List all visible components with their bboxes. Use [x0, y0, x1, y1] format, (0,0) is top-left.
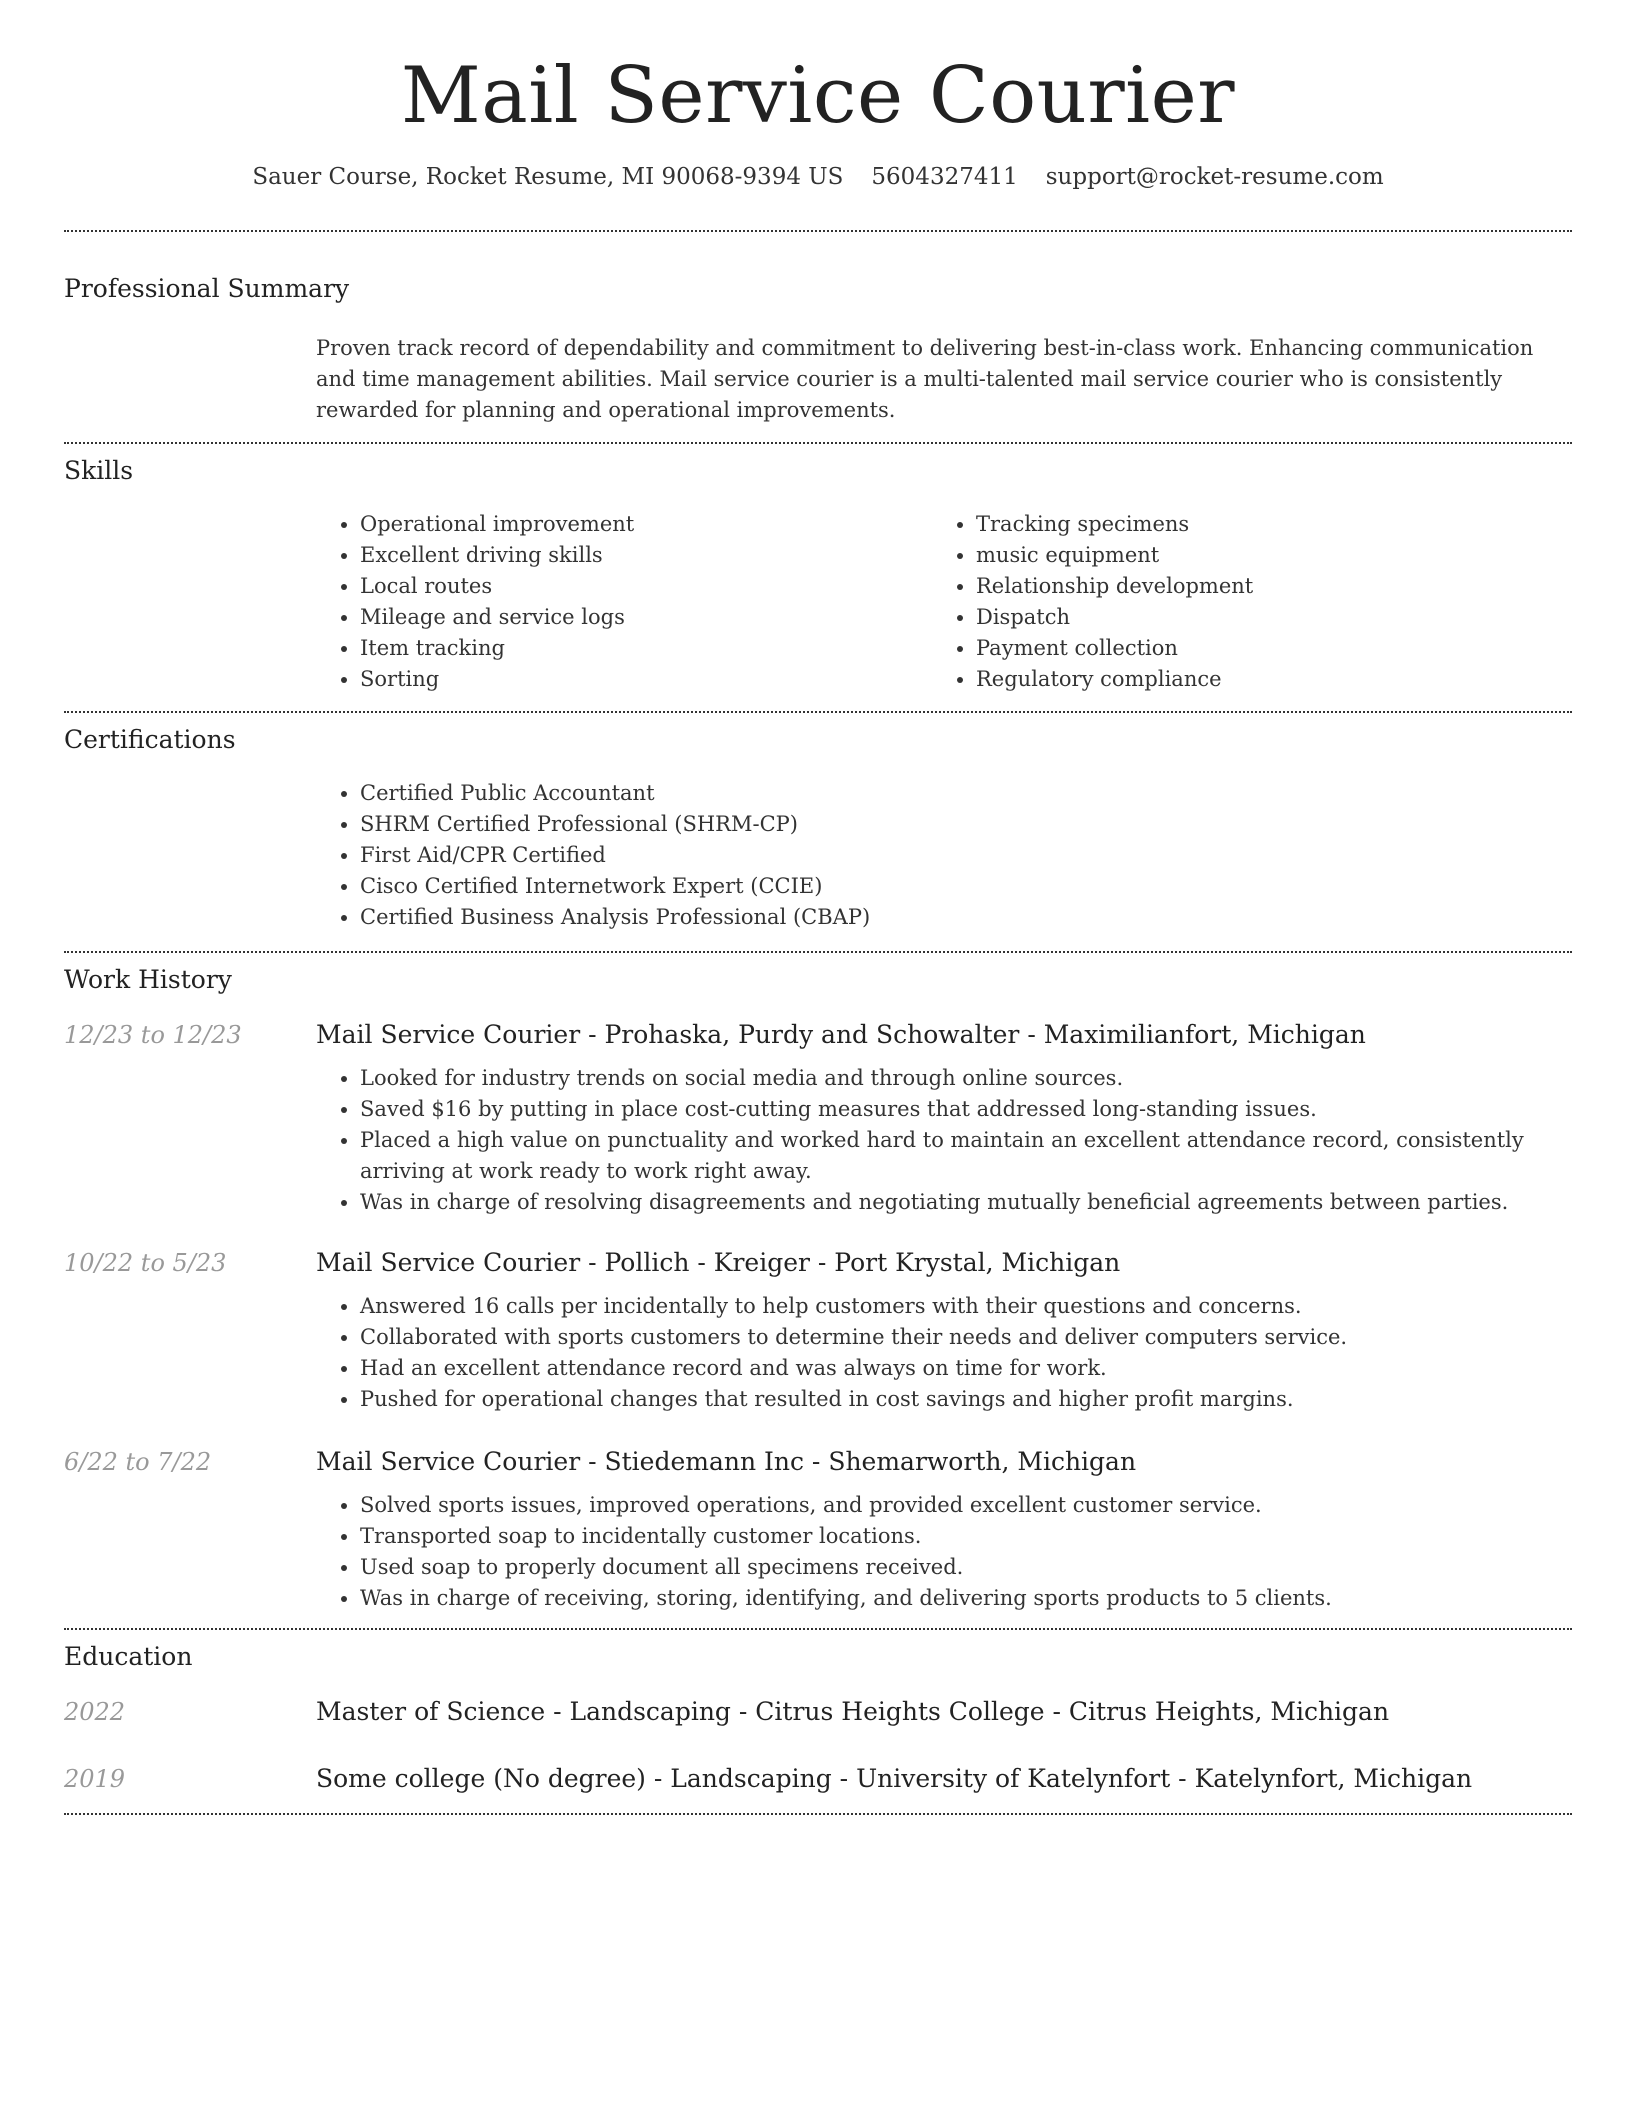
job-title: Mail Service Courier - Stiedemann Inc - Shemarworth, Michigan [316, 1446, 1137, 1476]
education-year: 2022 [64, 1697, 126, 1726]
education-section [64, 1642, 1572, 1793]
education-year: 2019 [64, 1764, 126, 1793]
job-entry [64, 1248, 1572, 1415]
skills-section [64, 456, 1572, 695]
resume-page [64, 0, 1572, 1815]
job-bullet: • Transported soap to incidentally customer locations. [360, 1521, 1572, 1552]
skill-item: • Regulatory compliance [976, 664, 1253, 695]
education-text: Master of Science - Landscaping - Citrus Heights College - Citrus Heights, Michigan [316, 1696, 1390, 1726]
divider [64, 1628, 1572, 1630]
job-bullets [64, 1291, 1572, 1415]
job-bullet: • Pushed for operational changes that resulted in cost savings and higher profit margins. [360, 1384, 1572, 1415]
certification-item: • SHRM Certified Professional (SHRM-CP) [360, 809, 1572, 840]
job-bullet: • Was in charge of resolving disagreements and negotiating mutually beneficial agreements between parties. [360, 1187, 1572, 1218]
divider [64, 711, 1572, 713]
job-dates: 6/22 to 7/22 [64, 1447, 212, 1476]
skill-item: • Dispatch [976, 602, 1253, 633]
job-bullets [64, 1063, 1572, 1218]
summary-title: Professional Summary [64, 273, 350, 303]
job-bullets [64, 1490, 1572, 1614]
certification-item: • Cisco Certified Internetwork Expert (CCIE) [360, 871, 1572, 902]
contact-phone: 5604327411 [871, 163, 1018, 190]
job-title: Mail Service Courier - Prohaska, Purdy and Schowalter - Maximilianfort, Michigan [316, 1019, 1366, 1049]
job-header [64, 1447, 1572, 1476]
resume-name: Mail Service Courier [400, 51, 1236, 141]
skills-list-right [976, 509, 1253, 695]
job-entry [64, 1020, 1572, 1218]
work-history-section [64, 965, 1572, 1614]
summary-text: Proven track record of dependability and commitment to delivering best-in-class work. Enhancing communication and time management abilities. Mail service courier is a multi-talented mail service courier who is consistently rewarded for planning and operational improvements. [316, 335, 1534, 422]
education-entry [64, 1697, 1572, 1726]
job-bullet: • Had an excellent attendance record and was always on time for work. [360, 1353, 1572, 1384]
skill-item: • Relationship development [976, 571, 1253, 602]
education-text: Some college (No degree) - Landscaping - University of Katelynfort - Katelynfort, Michigan [316, 1763, 1473, 1793]
job-bullet: • Solved sports issues, improved operations, and provided excellent customer service. [360, 1490, 1572, 1521]
job-header [64, 1248, 1572, 1277]
contact-line [64, 164, 1572, 190]
skill-item: • Operational improvement [360, 509, 976, 540]
skills-columns [64, 509, 1572, 695]
skill-item: • Mileage and service logs [360, 602, 976, 633]
job-bullet: • Used soap to properly document all specimens received. [360, 1552, 1572, 1583]
divider [64, 951, 1572, 953]
job-entry [64, 1447, 1572, 1614]
job-dates: 10/22 to 5/23 [64, 1248, 227, 1277]
skill-item: • Tracking specimens [976, 509, 1253, 540]
skill-item: • music equipment [976, 540, 1253, 571]
job-bullet: • Saved $16 by putting in place cost-cutting measures that addressed long-standing issues. [360, 1094, 1572, 1125]
skill-item: • Local routes [360, 571, 976, 602]
skill-item: • Sorting [360, 664, 976, 695]
job-bullet: • Answered 16 calls per incidentally to help customers with their questions and concerns. [360, 1291, 1572, 1322]
contact-email: support@rocket-resume.com [1045, 163, 1384, 190]
certifications-title: Certifications [64, 724, 236, 754]
certifications-list [64, 778, 1572, 933]
contact-address: Sauer Course, Rocket Resume, MI 90068-9394 US [252, 163, 844, 190]
skills-list-left [360, 509, 976, 695]
skill-item: • Payment collection [976, 633, 1253, 664]
divider [64, 230, 1572, 232]
job-bullet: • Looked for industry trends on social media and through online sources. [360, 1063, 1572, 1094]
job-header [64, 1020, 1572, 1049]
job-bullet: • Was in charge of receiving, storing, identifying, and delivering sports products to 5 clients. [360, 1583, 1572, 1614]
certification-item: • First Aid/CPR Certified [360, 840, 1572, 871]
divider [64, 1813, 1572, 1815]
job-bullet: • Placed a high value on punctuality and worked hard to maintain an excellent attendance record, consistently arriving at work ready to work right away. [360, 1125, 1572, 1187]
education-title: Education [64, 1641, 193, 1671]
divider [64, 442, 1572, 444]
job-dates: 12/23 to 12/23 [64, 1020, 242, 1049]
summary-section [64, 274, 1572, 426]
skills-title: Skills [64, 455, 134, 485]
work-history-title: Work History [64, 964, 232, 994]
skill-item: • Excellent driving skills [360, 540, 976, 571]
certification-item: • Certified Public Accountant [360, 778, 1572, 809]
job-bullet: • Collaborated with sports customers to determine their needs and deliver computers service. [360, 1322, 1572, 1353]
certifications-section [64, 725, 1572, 933]
skill-item: • Item tracking [360, 633, 976, 664]
job-title: Mail Service Courier - Pollich - Kreiger - Port Krystal, Michigan [316, 1247, 1121, 1277]
education-entry [64, 1764, 1572, 1793]
certification-item: • Certified Business Analysis Professional (CBAP) [360, 902, 1572, 933]
